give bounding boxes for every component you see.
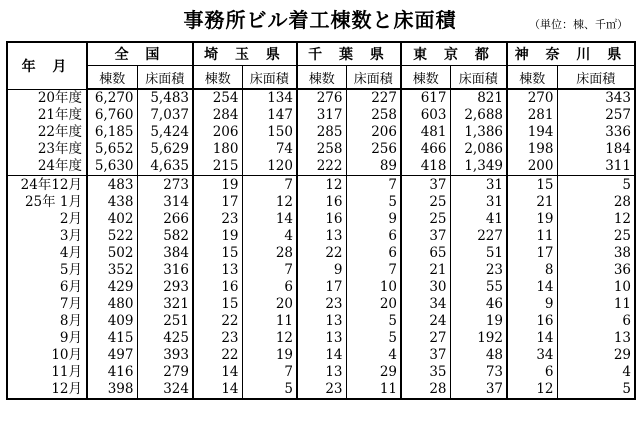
cell-floor-area: 12 bbox=[557, 211, 635, 228]
cell-floor-area: 279 bbox=[137, 364, 193, 381]
cell-count: 497 bbox=[87, 347, 137, 364]
header-year-month: 年 月 bbox=[7, 42, 87, 89]
row-label: 10月 bbox=[51, 347, 82, 363]
cell-count: 9 bbox=[507, 296, 557, 313]
cell-count: 14 bbox=[193, 364, 242, 381]
cell-count: 21 bbox=[507, 194, 557, 211]
cell-count: 15 bbox=[193, 245, 242, 262]
header-region-saitama: 埼 玉 県 bbox=[193, 42, 297, 66]
cell-count: 429 bbox=[87, 279, 137, 296]
cell-floor-area: 5,629 bbox=[137, 141, 193, 158]
cell-count: 16 bbox=[297, 211, 346, 228]
page-title: 事務所ビル着工棟数と床面積 bbox=[183, 8, 457, 32]
cell-floor-area: 36 bbox=[557, 262, 635, 279]
cell-floor-area: 38 bbox=[557, 245, 635, 262]
cell-count: 35 bbox=[401, 364, 450, 381]
cell-floor-area: 227 bbox=[346, 89, 401, 107]
cell-floor-area: 5 bbox=[557, 176, 635, 195]
cell-floor-area: 134 bbox=[242, 89, 297, 107]
cell-floor-area: 336 bbox=[557, 124, 635, 141]
cell-floor-area: 11 bbox=[557, 296, 635, 313]
cell-count: 34 bbox=[401, 296, 450, 313]
cell-count: 402 bbox=[87, 211, 137, 228]
cell-count: 418 bbox=[401, 158, 450, 176]
cell-count: 284 bbox=[193, 107, 242, 124]
header-count: 棟数 bbox=[401, 66, 450, 90]
unit-note: （単位：棟、千㎡） bbox=[529, 18, 628, 31]
cell-floor-area: 1,349 bbox=[450, 158, 507, 176]
row-label: 7月 bbox=[59, 296, 82, 312]
cell-count: 502 bbox=[87, 245, 137, 262]
cell-floor-area: 14 bbox=[242, 211, 297, 228]
row-label: 24年度 bbox=[7, 158, 87, 176]
cell-count: 13 bbox=[297, 330, 346, 347]
cell-count: 23 bbox=[193, 330, 242, 347]
cell-floor-area: 10 bbox=[557, 279, 635, 296]
row-label: 21年度 bbox=[37, 107, 82, 123]
cell-count: 254 bbox=[193, 89, 242, 107]
cell-floor-area: 4 bbox=[242, 228, 297, 245]
cell-floor-area: 20 bbox=[242, 296, 297, 313]
cell-floor-area: 266 bbox=[137, 211, 193, 228]
cell-floor-area: 23 bbox=[450, 262, 507, 279]
cell-floor-area: 120 bbox=[242, 158, 297, 176]
cell-count: 206 bbox=[193, 124, 242, 141]
cell-floor-area: 393 bbox=[137, 347, 193, 364]
cell-floor-area: 256 bbox=[346, 141, 401, 158]
row-label: 3月 bbox=[59, 228, 82, 244]
header-region-chiba: 千 葉 県 bbox=[297, 42, 401, 66]
row-label: 22年度 bbox=[37, 124, 82, 140]
cell-count: 16 bbox=[507, 313, 557, 330]
cell-floor-area: 4 bbox=[557, 364, 635, 381]
table-row bbox=[7, 176, 635, 195]
cell-count: 352 bbox=[87, 262, 137, 279]
cell-floor-area: 55 bbox=[450, 279, 507, 296]
cell-floor-area: 2,086 bbox=[450, 141, 507, 158]
row-label: 5月 bbox=[59, 262, 82, 278]
cell-floor-area: 73 bbox=[450, 364, 507, 381]
row-label: 12月 bbox=[51, 381, 82, 397]
cell-floor-area: 46 bbox=[450, 296, 507, 313]
cell-floor-area: 7 bbox=[242, 364, 297, 381]
cell-count: 22 bbox=[297, 245, 346, 262]
cell-floor-area: 4 bbox=[346, 347, 401, 364]
cell-floor-area: 37 bbox=[450, 381, 507, 399]
cell-count: 28 bbox=[401, 381, 450, 399]
cell-floor-area: 5 bbox=[346, 330, 401, 347]
cell-floor-area: 7 bbox=[346, 262, 401, 279]
cell-floor-area: 11 bbox=[242, 313, 297, 330]
cell-floor-area: 10 bbox=[346, 279, 401, 296]
cell-floor-area: 273 bbox=[137, 176, 193, 195]
row-label: 25年 1月 bbox=[24, 194, 82, 210]
cell-floor-area: 12 bbox=[242, 194, 297, 211]
cell-count: 17 bbox=[193, 194, 242, 211]
table-row bbox=[7, 364, 635, 381]
cell-count: 222 bbox=[297, 158, 346, 176]
cell-count: 30 bbox=[401, 279, 450, 296]
cell-count: 215 bbox=[193, 158, 242, 176]
cell-count: 19 bbox=[193, 228, 242, 245]
cell-count: 200 bbox=[507, 158, 557, 176]
cell-count: 23 bbox=[193, 211, 242, 228]
header-count: 棟数 bbox=[297, 66, 346, 90]
header-floor-area: 床面積 bbox=[346, 66, 401, 90]
cell-count: 466 bbox=[401, 141, 450, 158]
cell-count: 14 bbox=[297, 347, 346, 364]
table-row bbox=[7, 228, 635, 245]
cell-floor-area: 29 bbox=[346, 364, 401, 381]
cell-floor-area: 258 bbox=[346, 107, 401, 124]
table-row bbox=[7, 245, 635, 262]
cell-count: 317 bbox=[297, 107, 346, 124]
table-row bbox=[7, 124, 635, 141]
header-floor-area: 床面積 bbox=[557, 66, 635, 90]
cell-floor-area: 821 bbox=[450, 89, 507, 107]
cell-count: 5,652 bbox=[87, 141, 137, 158]
cell-count: 522 bbox=[87, 228, 137, 245]
cell-floor-area: 293 bbox=[137, 279, 193, 296]
cell-floor-area: 25 bbox=[557, 228, 635, 245]
row-label: 9月 bbox=[59, 330, 82, 346]
cell-count: 23 bbox=[297, 381, 346, 399]
cell-floor-area: 12 bbox=[242, 330, 297, 347]
cell-floor-area: 5 bbox=[346, 313, 401, 330]
cell-count: 398 bbox=[87, 381, 137, 399]
cell-floor-area: 582 bbox=[137, 228, 193, 245]
cell-count: 15 bbox=[507, 176, 557, 195]
cell-floor-area: 147 bbox=[242, 107, 297, 124]
cell-count: 37 bbox=[401, 347, 450, 364]
table-row bbox=[7, 381, 635, 399]
cell-count: 438 bbox=[87, 194, 137, 211]
cell-floor-area: 324 bbox=[137, 381, 193, 399]
cell-count: 16 bbox=[193, 279, 242, 296]
row-label: 8月 bbox=[59, 313, 82, 329]
cell-floor-area: 89 bbox=[346, 158, 401, 176]
cell-count: 19 bbox=[193, 176, 242, 195]
cell-count: 14 bbox=[507, 279, 557, 296]
cell-floor-area: 11 bbox=[346, 381, 401, 399]
cell-count: 14 bbox=[507, 330, 557, 347]
cell-floor-area: 311 bbox=[557, 158, 635, 176]
cell-floor-area: 316 bbox=[137, 262, 193, 279]
cell-floor-area: 9 bbox=[346, 211, 401, 228]
statistics-table bbox=[6, 41, 636, 400]
cell-floor-area: 74 bbox=[242, 141, 297, 158]
header-region-tokyo: 東 京 都 bbox=[401, 42, 507, 66]
cell-floor-area: 6 bbox=[346, 228, 401, 245]
cell-floor-area: 4,635 bbox=[137, 158, 193, 176]
cell-floor-area: 31 bbox=[450, 194, 507, 211]
cell-count: 276 bbox=[297, 89, 346, 107]
cell-floor-area: 29 bbox=[557, 347, 635, 364]
cell-floor-area: 321 bbox=[137, 296, 193, 313]
cell-floor-area: 19 bbox=[450, 313, 507, 330]
cell-count: 12 bbox=[507, 381, 557, 399]
cell-floor-area: 28 bbox=[242, 245, 297, 262]
cell-count: 17 bbox=[507, 245, 557, 262]
cell-count: 5,630 bbox=[87, 158, 137, 176]
cell-floor-area: 7,037 bbox=[137, 107, 193, 124]
cell-floor-area: 425 bbox=[137, 330, 193, 347]
cell-floor-area: 7 bbox=[346, 176, 401, 195]
cell-count: 6,185 bbox=[87, 124, 137, 141]
cell-count: 13 bbox=[297, 313, 346, 330]
cell-count: 6,270 bbox=[87, 89, 137, 107]
table-row bbox=[7, 347, 635, 364]
cell-count: 8 bbox=[507, 262, 557, 279]
cell-count: 603 bbox=[401, 107, 450, 124]
cell-floor-area: 20 bbox=[346, 296, 401, 313]
cell-count: 180 bbox=[193, 141, 242, 158]
cell-floor-area: 6 bbox=[557, 313, 635, 330]
cell-count: 37 bbox=[401, 176, 450, 195]
table-row bbox=[7, 194, 635, 211]
cell-floor-area: 184 bbox=[557, 141, 635, 158]
cell-count: 25 bbox=[401, 194, 450, 211]
cell-count: 12 bbox=[297, 176, 346, 195]
cell-floor-area: 227 bbox=[450, 228, 507, 245]
header-region-national: 全 国 bbox=[87, 42, 193, 66]
cell-count: 16 bbox=[297, 194, 346, 211]
cell-floor-area: 51 bbox=[450, 245, 507, 262]
row-label: 2月 bbox=[59, 211, 82, 227]
table-row bbox=[7, 211, 635, 228]
header-region-kanagawa: 神 奈 川 県 bbox=[507, 42, 635, 66]
cell-floor-area: 192 bbox=[450, 330, 507, 347]
cell-count: 25 bbox=[401, 211, 450, 228]
table-row bbox=[7, 89, 635, 107]
cell-count: 194 bbox=[507, 124, 557, 141]
cell-count: 37 bbox=[401, 228, 450, 245]
cell-count: 14 bbox=[193, 381, 242, 399]
header-count: 棟数 bbox=[87, 66, 137, 90]
cell-count: 480 bbox=[87, 296, 137, 313]
cell-count: 22 bbox=[193, 313, 242, 330]
cell-count: 198 bbox=[507, 141, 557, 158]
cell-count: 27 bbox=[401, 330, 450, 347]
cell-floor-area: 5 bbox=[346, 194, 401, 211]
cell-count: 9 bbox=[297, 262, 346, 279]
cell-count: 6 bbox=[507, 364, 557, 381]
cell-floor-area: 251 bbox=[137, 313, 193, 330]
table-row bbox=[7, 313, 635, 330]
cell-count: 15 bbox=[193, 296, 242, 313]
cell-floor-area: 5,483 bbox=[137, 89, 193, 107]
cell-count: 17 bbox=[297, 279, 346, 296]
row-label: 23年度 bbox=[37, 141, 82, 157]
cell-count: 481 bbox=[401, 124, 450, 141]
cell-count: 6,760 bbox=[87, 107, 137, 124]
cell-count: 483 bbox=[87, 176, 137, 195]
row-label: 4月 bbox=[59, 245, 82, 261]
table-row bbox=[7, 296, 635, 313]
cell-count: 13 bbox=[297, 364, 346, 381]
cell-floor-area: 343 bbox=[557, 89, 635, 107]
cell-count: 270 bbox=[507, 89, 557, 107]
table-row bbox=[7, 262, 635, 279]
header-floor-area: 床面積 bbox=[137, 66, 193, 90]
cell-floor-area: 13 bbox=[557, 330, 635, 347]
cell-count: 617 bbox=[401, 89, 450, 107]
cell-count: 13 bbox=[297, 228, 346, 245]
cell-count: 409 bbox=[87, 313, 137, 330]
header-count: 棟数 bbox=[507, 66, 557, 90]
cell-count: 23 bbox=[297, 296, 346, 313]
cell-floor-area: 206 bbox=[346, 124, 401, 141]
cell-floor-area: 5 bbox=[557, 381, 635, 399]
cell-count: 19 bbox=[507, 211, 557, 228]
cell-floor-area: 1,386 bbox=[450, 124, 507, 141]
header-count: 棟数 bbox=[193, 66, 242, 90]
table-row bbox=[7, 158, 635, 176]
cell-count: 285 bbox=[297, 124, 346, 141]
cell-floor-area: 2,688 bbox=[450, 107, 507, 124]
cell-floor-area: 6 bbox=[346, 245, 401, 262]
row-label: 24年12月 bbox=[20, 177, 82, 193]
cell-count: 65 bbox=[401, 245, 450, 262]
cell-floor-area: 150 bbox=[242, 124, 297, 141]
cell-floor-area: 7 bbox=[242, 176, 297, 195]
cell-count: 24 bbox=[401, 313, 450, 330]
cell-count: 11 bbox=[507, 228, 557, 245]
cell-count: 415 bbox=[87, 330, 137, 347]
cell-floor-area: 48 bbox=[450, 347, 507, 364]
cell-floor-area: 384 bbox=[137, 245, 193, 262]
row-label: 11月 bbox=[51, 364, 82, 380]
cell-floor-area: 6 bbox=[242, 279, 297, 296]
cell-count: 13 bbox=[193, 262, 242, 279]
cell-floor-area: 19 bbox=[242, 347, 297, 364]
cell-floor-area: 257 bbox=[557, 107, 635, 124]
cell-floor-area: 314 bbox=[137, 194, 193, 211]
cell-floor-area: 41 bbox=[450, 211, 507, 228]
cell-floor-area: 5 bbox=[242, 381, 297, 399]
cell-count: 416 bbox=[87, 364, 137, 381]
header-floor-area: 床面積 bbox=[242, 66, 297, 90]
cell-floor-area: 31 bbox=[450, 176, 507, 195]
cell-count: 21 bbox=[401, 262, 450, 279]
table-row bbox=[7, 330, 635, 347]
cell-count: 258 bbox=[297, 141, 346, 158]
cell-count: 34 bbox=[507, 347, 557, 364]
table-row bbox=[7, 279, 635, 296]
row-label: 6月 bbox=[59, 279, 82, 295]
cell-floor-area: 7 bbox=[242, 262, 297, 279]
table-row bbox=[7, 107, 635, 124]
cell-floor-area: 28 bbox=[557, 194, 635, 211]
header-floor-area: 床面積 bbox=[450, 66, 507, 90]
row-label: 20年度 bbox=[37, 89, 82, 106]
cell-count: 22 bbox=[193, 347, 242, 364]
cell-count: 281 bbox=[507, 107, 557, 124]
table-row bbox=[7, 141, 635, 158]
cell-floor-area: 5,424 bbox=[137, 124, 193, 141]
